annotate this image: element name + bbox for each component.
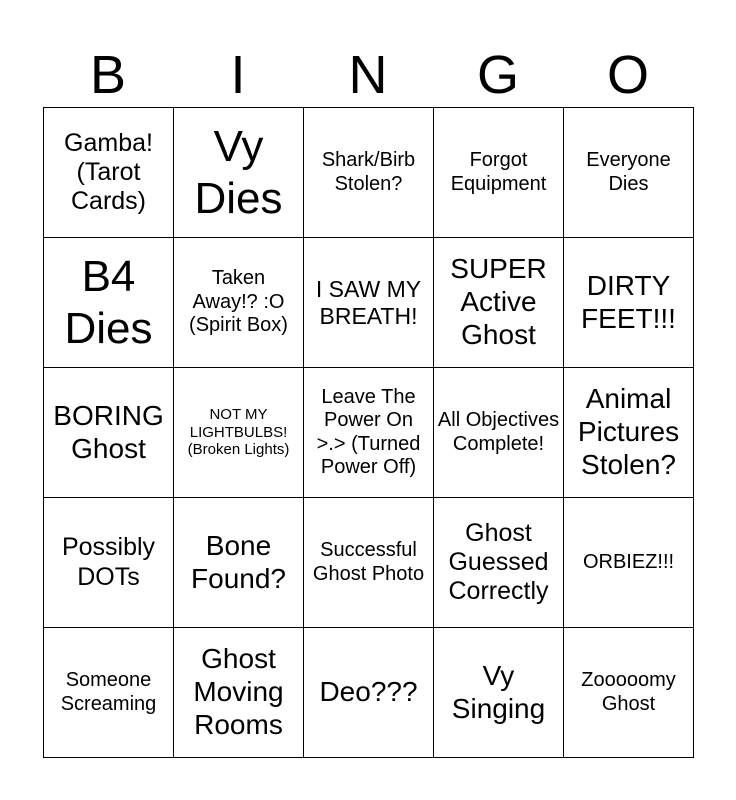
bingo-cell[interactable]: Bone Found? <box>174 498 304 628</box>
bingo-cell[interactable]: Possibly DOTs <box>44 498 174 628</box>
bingo-cell[interactable]: Taken Away!? :O (Spirit Box) <box>174 238 304 368</box>
bingo-cell[interactable]: All Objectives Complete! <box>434 368 564 498</box>
bingo-cell[interactable]: Zooooomy Ghost <box>564 628 694 758</box>
bingo-cell[interactable]: Deo??? <box>304 628 434 758</box>
bingo-board <box>43 107 694 758</box>
bingo-cell[interactable]: Forgot Equipment <box>434 108 564 238</box>
bingo-cell[interactable]: Animal Pictures Stolen? <box>564 368 694 498</box>
bingo-header <box>43 42 693 108</box>
bingo-cell[interactable]: B4 Dies <box>44 238 174 368</box>
bingo-cell[interactable]: Shark/Birb Stolen? <box>304 108 434 238</box>
bingo-cell[interactable]: Everyone Dies <box>564 108 694 238</box>
board-row <box>44 498 694 628</box>
header-letter-n: N <box>348 45 388 105</box>
bingo-cell[interactable]: Ghost Moving Rooms <box>174 628 304 758</box>
bingo-cell[interactable]: I SAW MY BREATH! <box>304 238 434 368</box>
header-letter-o: O <box>606 45 649 105</box>
bingo-cell[interactable]: Someone Screaming <box>44 628 174 758</box>
board-row <box>44 368 694 498</box>
bingo-cell[interactable]: BORING Ghost <box>44 368 174 498</box>
bingo-cell[interactable]: Leave The Power On >.> (Turned Power Off) <box>304 368 434 498</box>
bingo-cell[interactable]: Vy Singing <box>434 628 564 758</box>
bingo-cell[interactable]: DIRTY FEET!!! <box>564 238 694 368</box>
header-letter-i: I <box>230 45 246 105</box>
board-row <box>44 628 694 758</box>
board-row <box>44 238 694 368</box>
bingo-cell[interactable]: Successful Ghost Photo <box>304 498 434 628</box>
bingo-cell[interactable]: SUPER Active Ghost <box>434 238 564 368</box>
bingo-cell[interactable]: Gamba! (Tarot Cards) <box>44 108 174 238</box>
bingo-cell[interactable]: ORBIEZ!!! <box>564 498 694 628</box>
header-letter-b: B <box>89 45 127 105</box>
bingo-cell[interactable]: NOT MY LIGHTBULBS! (Broken Lights) <box>174 368 304 498</box>
header-letter-g: G <box>476 45 519 105</box>
bingo-cell[interactable]: Vy Dies <box>174 108 304 238</box>
bingo-cell[interactable]: Ghost Guessed Correctly <box>434 498 564 628</box>
board-row <box>44 108 694 238</box>
